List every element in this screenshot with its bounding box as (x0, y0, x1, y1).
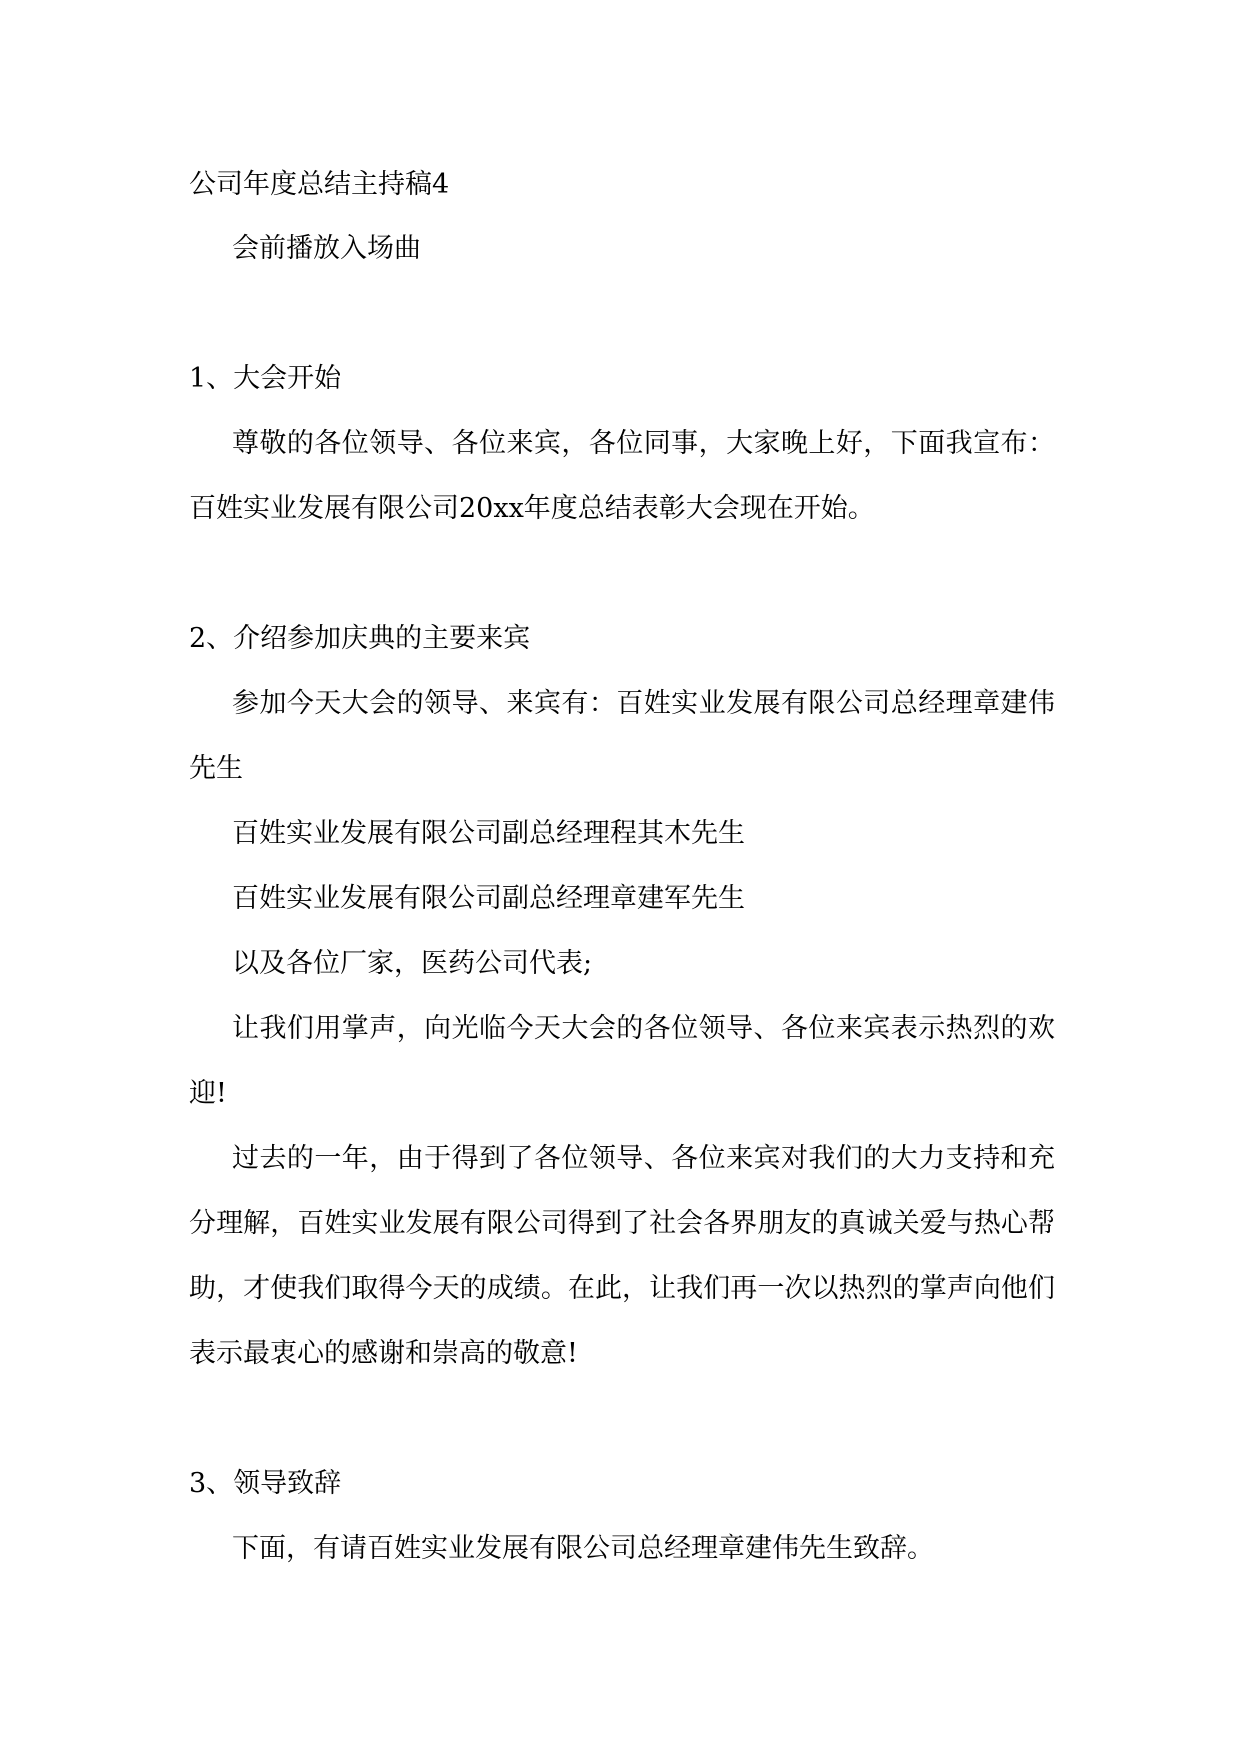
paragraph-guest-deputy-1: 百姓实业发展有限公司副总经理程其木先生 (232, 818, 745, 849)
document-body (189, 216, 1055, 1581)
paragraph-announcement: 尊敬的各位领导、各位来宾，各位同事，大家晚上好，下面我宣布：百姓实业发展有限公司20xx年度总结表彰大会现在开始。 (189, 428, 1055, 524)
paragraph-welcome-applause: 让我们用掌声，向光临今天大会的各位领导、各位来宾表示热烈的欢迎! (189, 1013, 1055, 1109)
paragraph-thanks: 过去的一年，由于得到了各位领导、各位来宾对我们的大力支持和充分理解，百姓实业发展有限公司得到了社会各界朋友的真诚关爱与热心帮助，才使我们取得今天的成绩。在此，让我们再一次以热烈的掌声向他们表示最衷心的感谢和崇高的敬意! (189, 1143, 1055, 1369)
paragraph-other-guests: 以及各位厂家，医药公司代表; (232, 948, 593, 979)
paragraph-guests-intro: 参加今天大会的领导、来宾有：百姓实业发展有限公司总经理章建伟先生 (189, 688, 1055, 784)
section-heading-3: 3、领导致辞 (189, 1468, 342, 1499)
section-heading-1: 1、大会开始 (189, 363, 342, 394)
section-heading-2: 2、介绍参加庆典的主要来宾 (189, 623, 531, 654)
paragraph-opening-music: 会前播放入场曲 (232, 233, 421, 264)
paragraph-leader-speech: 下面，有请百姓实业发展有限公司总经理章建伟先生致辞。 (232, 1533, 934, 1564)
paragraph-guest-deputy-2: 百姓实业发展有限公司副总经理章建军先生 (232, 883, 745, 914)
document-title: 公司年度总结主持稿4 (189, 169, 450, 200)
